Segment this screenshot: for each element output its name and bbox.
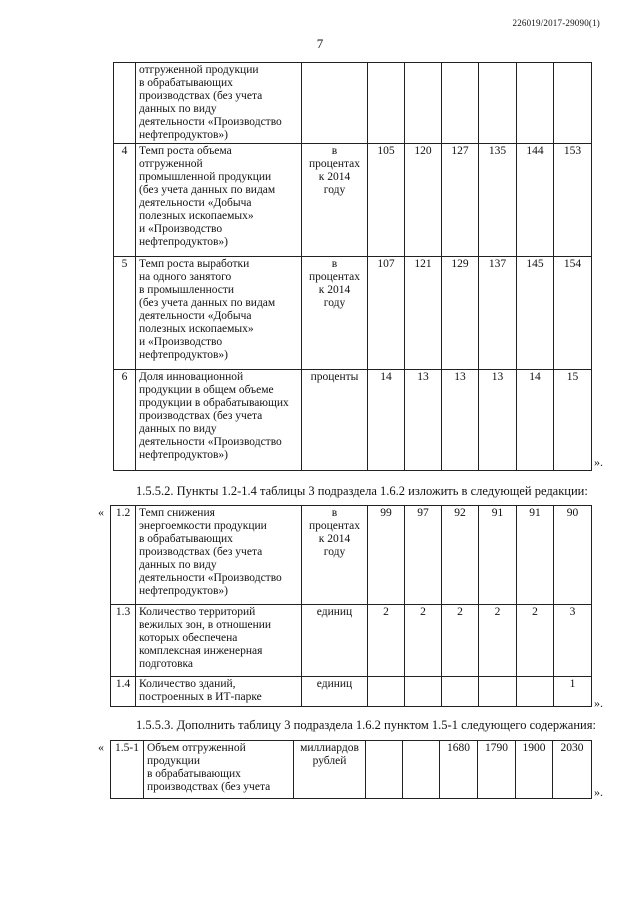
- table-3-new-item: [110, 740, 592, 799]
- value-cell: [479, 677, 517, 707]
- value-cell: [403, 741, 440, 799]
- indicator-name: Темп роста выработки на одного занятого в промышленности (без учета данных по видам деятельности «Добыча полезных ископаемых» и «Производство нефтепродуктов»): [136, 257, 302, 370]
- indicator-name: Темп роста объема отгруженной промышленной продукции (без учета данных по видам деятельности «Добыча полезных ископаемых» и «Производство нефтепродуктов»): [136, 144, 302, 257]
- indicator-name: Доля инновационной продукции в общем объеме продукции в обрабатывающих производствах (без учета данных по виду деятельности «Производство нефтепродуктов»): [136, 370, 302, 471]
- document-number: 226019/2017-29090(1): [512, 18, 600, 28]
- value-cell: 105: [368, 144, 405, 257]
- value-cell: 1900: [516, 741, 553, 799]
- value-cell: 145: [517, 257, 554, 370]
- value-cell: 1: [554, 677, 592, 707]
- value-cell: 97: [405, 506, 442, 605]
- value-cell: 99: [368, 506, 405, 605]
- value-cell: 92: [442, 506, 479, 605]
- value-cell: 2030: [553, 741, 592, 799]
- unit: единиц: [302, 677, 368, 707]
- value-cell: 14: [517, 370, 554, 471]
- value-cell: 137: [479, 257, 517, 370]
- value-cell: [479, 63, 517, 144]
- closing-quote: ».: [594, 455, 603, 469]
- row-number: 6: [114, 370, 136, 471]
- table-row: [111, 741, 592, 799]
- value-cell: [405, 677, 442, 707]
- row-number: 4: [114, 144, 136, 257]
- value-cell: [405, 63, 442, 144]
- value-cell: 13: [442, 370, 479, 471]
- value-cell: 153: [554, 144, 592, 257]
- value-cell: [517, 677, 554, 707]
- table-row: [111, 605, 592, 677]
- page-number: 7: [316, 36, 324, 51]
- value-cell: [366, 741, 403, 799]
- value-cell: 120: [405, 144, 442, 257]
- row-number: 1.2: [111, 506, 136, 605]
- closing-quote: ».: [594, 785, 603, 799]
- value-cell: [442, 63, 479, 144]
- row-number: [114, 63, 136, 144]
- table-row: [114, 63, 592, 144]
- opening-quote: «: [98, 505, 104, 519]
- row-number: 5: [114, 257, 136, 370]
- value-cell: 90: [554, 506, 592, 605]
- unit: в процентах к 2014 году: [302, 257, 368, 370]
- indicator-name: Объем отгруженной продукции в обрабатывающих производствах (без учета: [144, 741, 294, 799]
- indicator-name: Количество территорий вежилых зон, в отношении которых обеспечена комплексная инженерная подготовка: [136, 605, 302, 677]
- indicator-name: отгруженной продукции в обрабатывающих производствах (без учета данных по виду деятельности «Производство нефтепродуктов»): [136, 63, 302, 144]
- table-row: [114, 257, 592, 370]
- value-cell: 154: [554, 257, 592, 370]
- opening-quote: «: [98, 740, 104, 754]
- value-cell: 91: [479, 506, 517, 605]
- unit: единиц: [302, 605, 368, 677]
- indicator-name: Количество зданий, построенных в ИТ-парке: [136, 677, 302, 707]
- unit: [302, 63, 368, 144]
- value-cell: 13: [479, 370, 517, 471]
- section-heading: 1.5.5.2. Пункты 1.2-1.4 таблицы 3 подраздела 1.6.2 изложить в следующей редакции:: [136, 484, 588, 498]
- unit: проценты: [302, 370, 368, 471]
- value-cell: 129: [442, 257, 479, 370]
- value-cell: [368, 677, 405, 707]
- value-cell: 91: [517, 506, 554, 605]
- value-cell: 144: [517, 144, 554, 257]
- value-cell: 3: [554, 605, 592, 677]
- value-cell: 13: [405, 370, 442, 471]
- table-row: [114, 144, 592, 257]
- value-cell: 1790: [478, 741, 516, 799]
- value-cell: 107: [368, 257, 405, 370]
- row-number: 1.4: [111, 677, 136, 707]
- table-row: [111, 506, 592, 605]
- unit: в процентах к 2014 году: [302, 144, 368, 257]
- unit: в процентах к 2014 году: [302, 506, 368, 605]
- value-cell: 2: [368, 605, 405, 677]
- value-cell: 2: [479, 605, 517, 677]
- value-cell: 14: [368, 370, 405, 471]
- table-3-items: [110, 505, 592, 707]
- unit: миллиардов рублей: [294, 741, 366, 799]
- value-cell: 135: [479, 144, 517, 257]
- row-number: 1.5-1: [111, 741, 144, 799]
- row-number: 1.3: [111, 605, 136, 677]
- value-cell: 2: [517, 605, 554, 677]
- value-cell: 1680: [440, 741, 478, 799]
- value-cell: [442, 677, 479, 707]
- table-row: [114, 370, 592, 471]
- value-cell: [554, 63, 592, 144]
- value-cell: 15: [554, 370, 592, 471]
- section-heading: 1.5.5.3. Дополнить таблицу 3 подраздела 1.6.2 пунктом 1.5-1 следующего содержания:: [136, 718, 596, 732]
- indicator-name: Темп снижения энергоемкости продукции в обрабатывающих производствах (без учета данных по виду деятельности «Производство нефтепродуктов»): [136, 506, 302, 605]
- closing-quote: ».: [594, 696, 603, 710]
- value-cell: 2: [405, 605, 442, 677]
- table-row: [111, 677, 592, 707]
- value-cell: 121: [405, 257, 442, 370]
- value-cell: 2: [442, 605, 479, 677]
- value-cell: 127: [442, 144, 479, 257]
- value-cell: [517, 63, 554, 144]
- value-cell: [368, 63, 405, 144]
- indicators-table-continued: [113, 62, 592, 471]
